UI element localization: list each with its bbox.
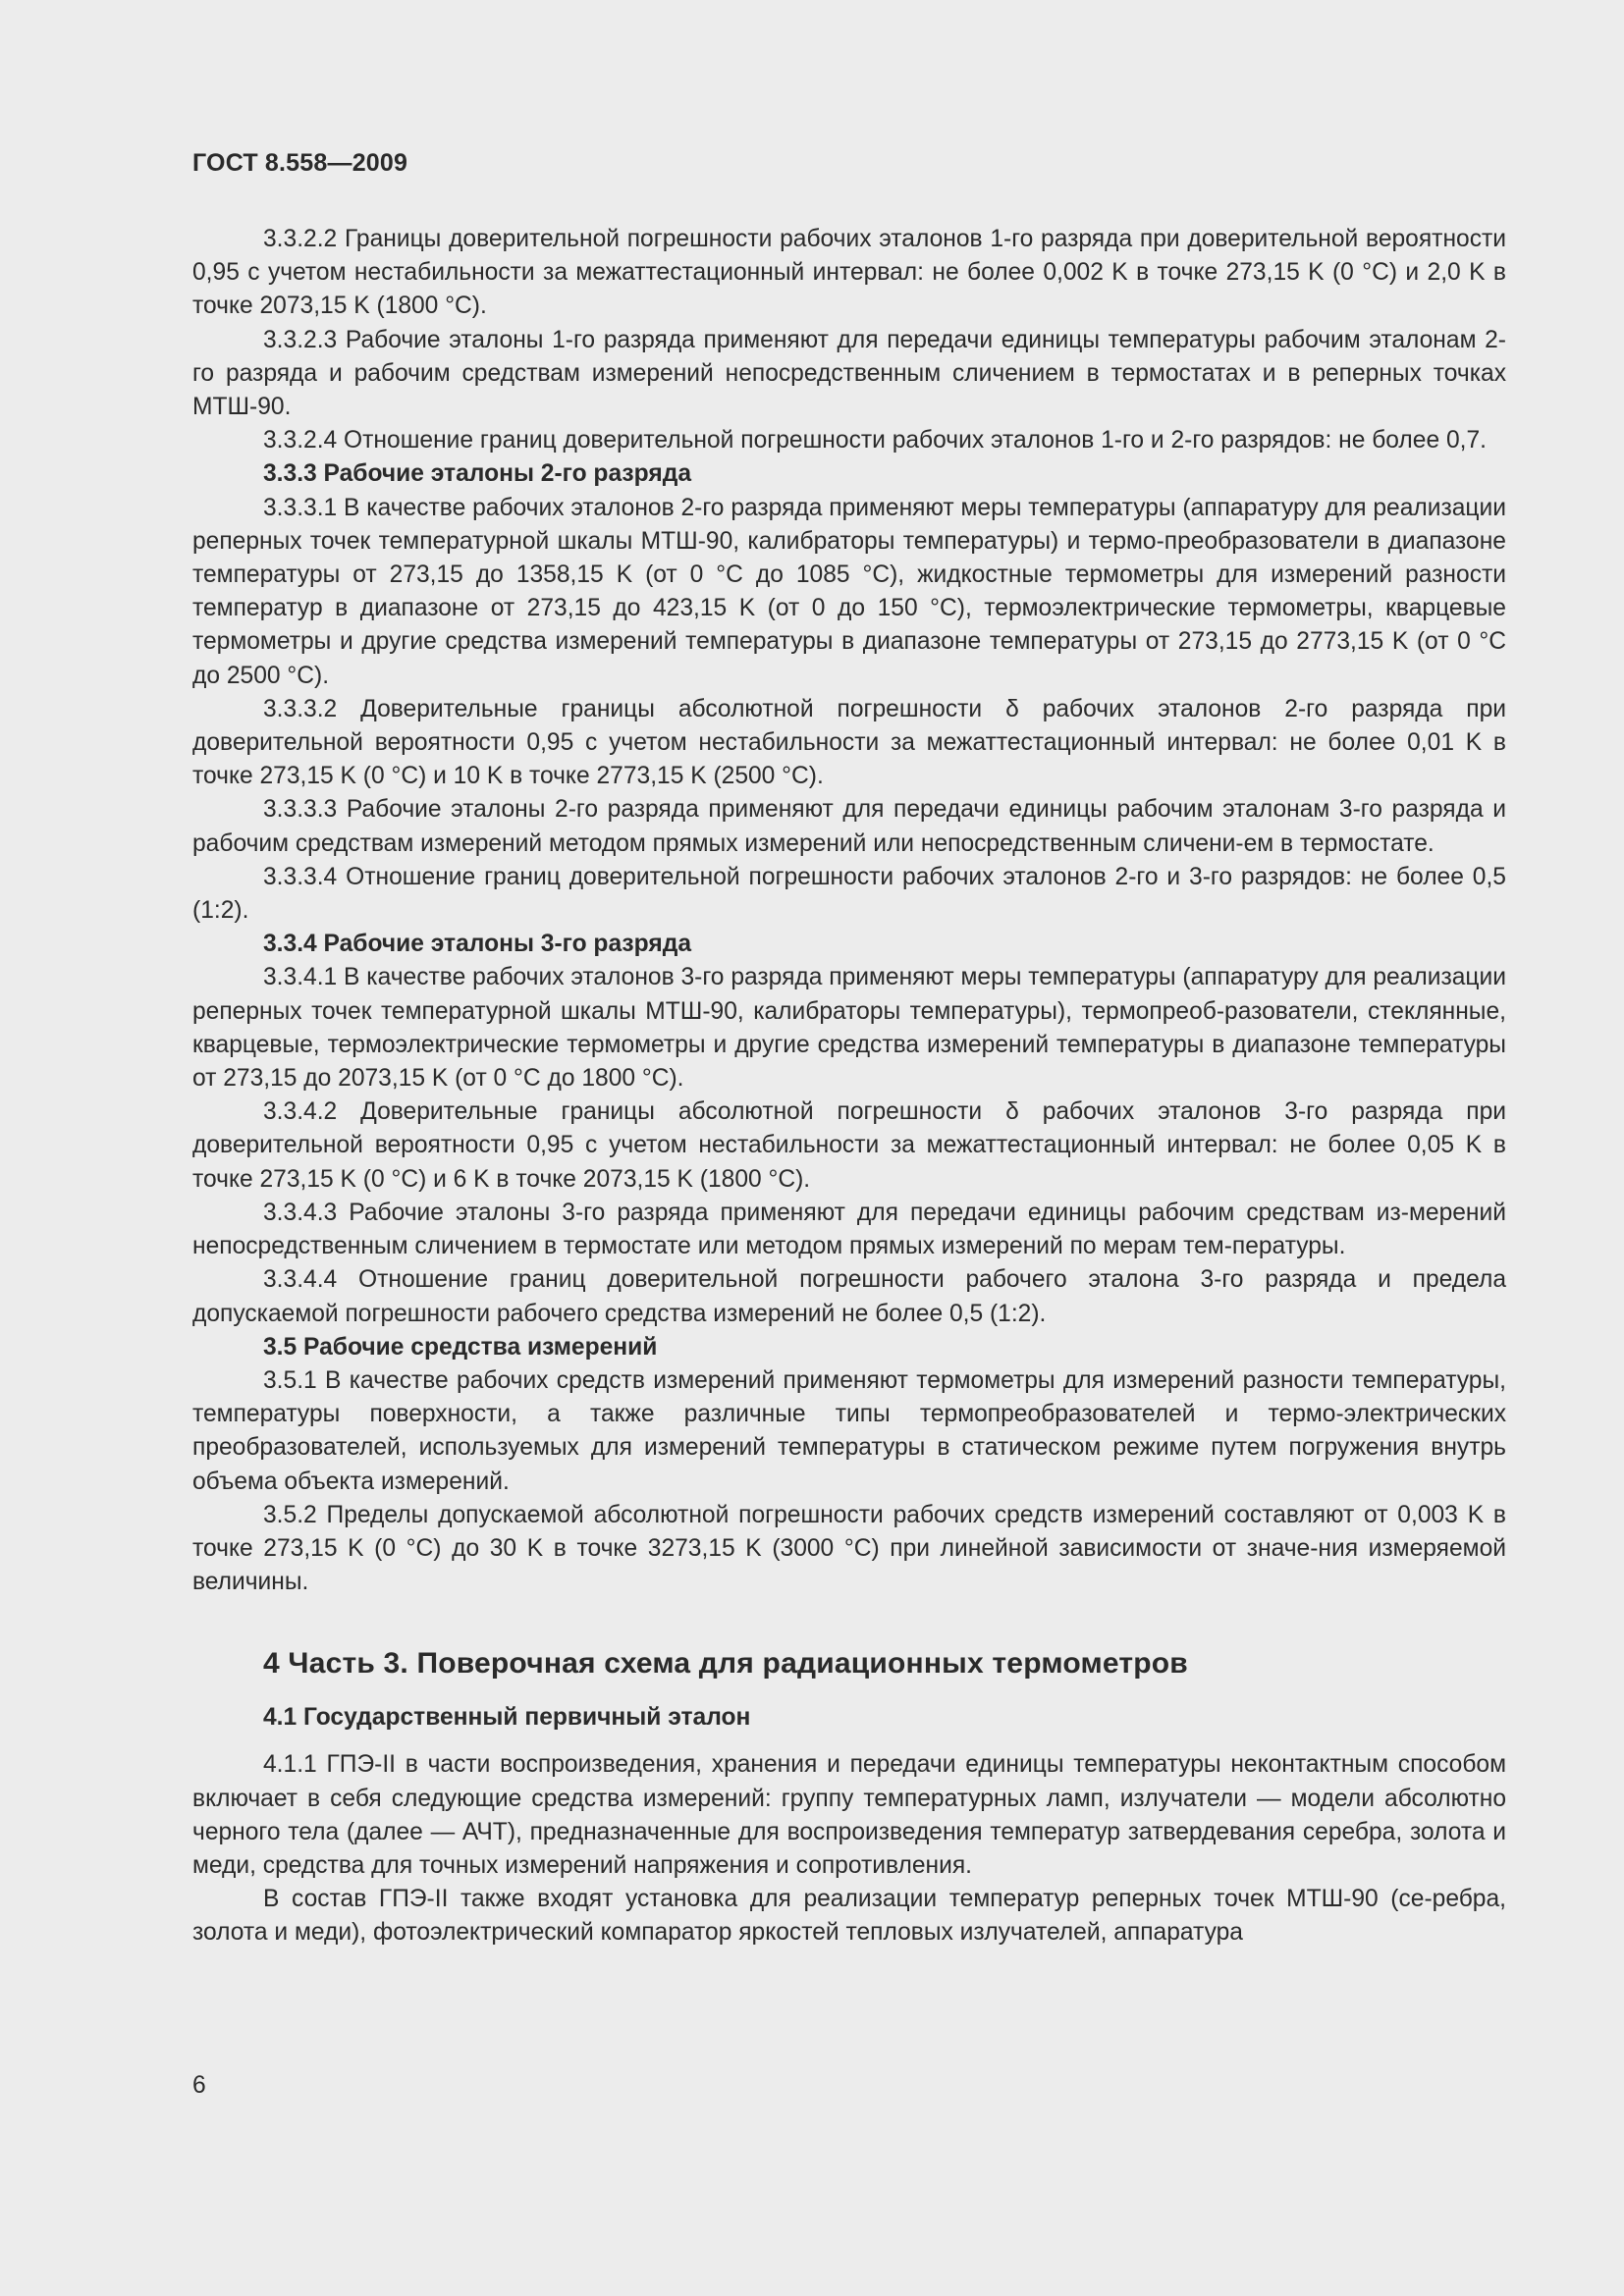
subheading-4-1: 4.1 Государственный первичный эталон <box>263 1704 751 1732</box>
document-header: ГОСТ 8.558—2009 <box>192 149 408 177</box>
paragraph-3-3-4-1: 3.3.4.1 В качестве рабочих эталонов 3-го разряда применяют меры температуры (аппаратуру для реализации реперных точек температурной шкалы МТШ-90, калибраторы температуры), термопреоб-разователи, стеклянные, кварцевые, термоэлектрические термометры и другие средства измерений температуры в диапазоне температуры от 273,15 до 2073,15 K (от 0 °C до 1800 °C). <box>192 964 1506 1093</box>
paragraph-3-3-3-3: 3.3.3.3 Рабочие эталоны 2-го разряда применяют для передачи единицы рабочим эталонам 3-го разряда и рабочим средствам измерений методом прямых измерений или непосредственным сличени-ем в термостате. <box>192 796 1506 857</box>
paragraph-4-1-1: 4.1.1 ГПЭ-II в части воспроизведения, хранения и передачи единицы температуры неконтактным способом включает в себя следующие средства измерений: группу температурных ламп, излучатели — модели абсолютно черного тела (далее — АЧТ), предназначенные для воспроизведения температур затвердевания серебра, золота и меди, средства для точных измерений напряжения и сопротивления. <box>192 1751 1506 1879</box>
paragraph-3-3-4-4: 3.3.4.4 Отношение границ доверительной погрешности рабочего эталона 3-го разряда и предела допускаемой погрешности рабочего средства измерений не более 0,5 (1:2). <box>192 1266 1506 1327</box>
subheading-3-5: 3.5 Рабочие средства измерений <box>263 1333 658 1361</box>
subheading-3-3-3: 3.3.3 Рабочие эталоны 2-го разряда <box>263 460 691 488</box>
section-4-title: 4 Часть 3. Поверочная схема для радиационных термометров <box>263 1647 1188 1681</box>
paragraph-3-5-1: 3.5.1 В качестве рабочих средств измерений применяют термометры для измерений разности температуры, температуры поверхности, а также различные типы термопреобразователей и термо-электрических преобразователей, используемых для измерений температуры в статическом режиме путем погружения внутрь объема объекта измерений. <box>192 1366 1506 1495</box>
paragraph-3-3-2-4: 3.3.2.4 Отношение границ доверительной погрешности рабочих эталонов 1-го и 2-го разрядов: не более 0,7. <box>263 427 1487 454</box>
paragraph-3-3-3-2: 3.3.3.2 Доверительные границы абсолютной погрешности δ рабочих эталонов 2-го разряда при доверительной вероятности 0,95 с учетом нестабильности за межаттестационный интервал: не более 0,01 K в точке 273,15 K (0 °C) и 10 K в точке 2773,15 K (2500 °C). <box>192 695 1506 790</box>
paragraph-3-3-3-4: 3.3.3.4 Отношение границ доверительной погрешности рабочих эталонов 2-го и 3-го разрядов: не более 0,5 (1:2). <box>192 863 1506 925</box>
paragraph-4-1-1-continued: В состав ГПЭ-II также входят установка для реализации температур реперных точек МТШ-90 (се-ребра, золота и меди), фотоэлектрический компаратор яркостей тепловых излучателей, аппаратура <box>192 1886 1506 1947</box>
document-body <box>192 223 1506 1950</box>
subheading-3-3-4: 3.3.4 Рабочие эталоны 3-го разряда <box>263 931 691 958</box>
paragraph-3-3-2-3: 3.3.2.3 Рабочие эталоны 1-го разряда применяют для передачи единицы температуры рабочим эталонам 2-го разряда и рабочим средствам измерений непосредственным сличением в термостатах и в реперных точках МТШ-90. <box>192 326 1506 421</box>
paragraph-3-5-2: 3.5.2 Пределы допускаемой абсолютной погрешности рабочих средств измерений составляют от 0,003 K в точке 273,15 K (0 °C) до 30 K в точке 3273,15 K (3000 °C) при линейной зависимости от значе-ния измеряемой величины. <box>192 1501 1506 1596</box>
paragraph-3-3-4-2: 3.3.4.2 Доверительные границы абсолютной погрешности δ рабочих эталонов 3-го разряда при доверительной вероятности 0,95 с учетом нестабильности за межаттестационный интервал: не более 0,05 K в точке 273,15 K (0 °C) и 6 K в точке 2073,15 K (1800 °C). <box>192 1098 1506 1193</box>
paragraph-3-3-4-3: 3.3.4.3 Рабочие эталоны 3-го разряда применяют для передачи единицы рабочим средствам из-мерений непосредственным сличением в термостате или методом прямых измерений по мерам тем-пературы. <box>192 1199 1506 1260</box>
paragraph-3-3-3-1: 3.3.3.1 В качестве рабочих эталонов 2-го разряда применяют меры температуры (аппаратуру для реализации реперных точек температурной шкалы МТШ-90, калибраторы температуры) и термо-преобразователи в диапазоне температуры от 273,15 до 1358,15 K (от 0 °C до 1085 °C), жидкостные термометры для измерений разности температур в диапазоне от 273,15 до 423,15 K (от 0 до 150 °C), термоэлектрические термометры, кварцевые термометры и другие средства измерений температуры в диапазоне температуры от 273,15 до 2773,15 K (от 0 °C до 2500 °C). <box>192 494 1506 689</box>
paragraph-3-3-2-2: 3.3.2.2 Границы доверительной погрешности рабочих эталонов 1-го разряда при доверительной вероятности 0,95 с учетом нестабильности за межаттестационный интервал: не более 0,002 K в точке 273,15 K (0 °C) и 2,0 K в точке 2073,15 K (1800 °C). <box>192 226 1506 320</box>
page-number: 6 <box>192 2072 206 2099</box>
